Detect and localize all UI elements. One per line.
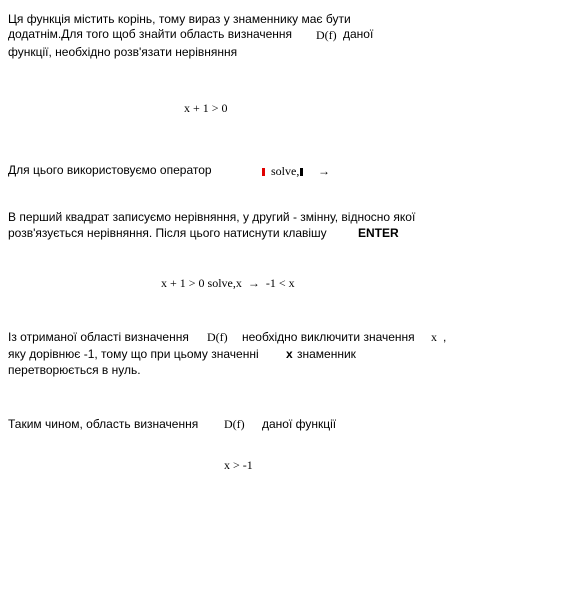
- solve-op: solve,: [207, 276, 236, 290]
- para5-tail: даної функції: [262, 417, 337, 431]
- para4-line2-c: знаменник: [297, 347, 356, 361]
- df-math: D(f): [316, 28, 337, 42]
- para4-line1-c: необхідно виключити значення: [242, 330, 415, 344]
- solve-var: x: [235, 276, 242, 290]
- enter-key-label: ENTER: [358, 226, 399, 240]
- arrow-symbol: →: [318, 164, 330, 178]
- para3-line1: В перший квадрат записуємо нерівняння, у другий - змінну, відносно якої: [8, 210, 416, 224]
- placeholder-black: [300, 168, 303, 176]
- para2-text: Для цього використовуємо оператор: [8, 163, 212, 177]
- df-math-2: D(f): [207, 330, 228, 344]
- para4-line3: перетворюється в нуль.: [8, 363, 141, 377]
- para1-line3: функції, необхідно розв'язати нерівняння: [8, 45, 238, 59]
- solve-result-math: [161, 276, 295, 291]
- var-x-bold: x: [286, 347, 293, 361]
- para4-line2-a: яку дорівнює -1, тому що при цьому значенні: [8, 347, 259, 361]
- solve-result: -1 < x: [265, 276, 295, 290]
- para1-line2-tail: даної: [343, 27, 374, 41]
- para4-line1-a: Із отриманої області визначення: [8, 330, 189, 344]
- para3-line2: розв'язується нерівняння. Після цього натиснути клавішу: [8, 226, 327, 240]
- inequality-math: x + 1 > 0: [184, 101, 228, 115]
- solve-operator: [262, 164, 303, 179]
- para1-line2-text: додатнім.Для того щоб знайти область визначення: [8, 27, 293, 41]
- final-answer-math: x > -1: [224, 458, 253, 472]
- para1-line1: Ця функція містить корінь, тому вираз у знаменнику має бути: [8, 12, 351, 26]
- solve-expr: x + 1 > 0: [161, 276, 205, 290]
- solve-arrow: →: [247, 276, 260, 290]
- df-math-3: D(f): [224, 417, 245, 431]
- para5-text: Таким чином, область визначення: [8, 417, 199, 431]
- solve-keyword: solve,: [271, 164, 300, 178]
- var-x-math: x: [431, 330, 437, 344]
- para4-comma: ,: [443, 330, 447, 344]
- placeholder-red: [262, 168, 265, 176]
